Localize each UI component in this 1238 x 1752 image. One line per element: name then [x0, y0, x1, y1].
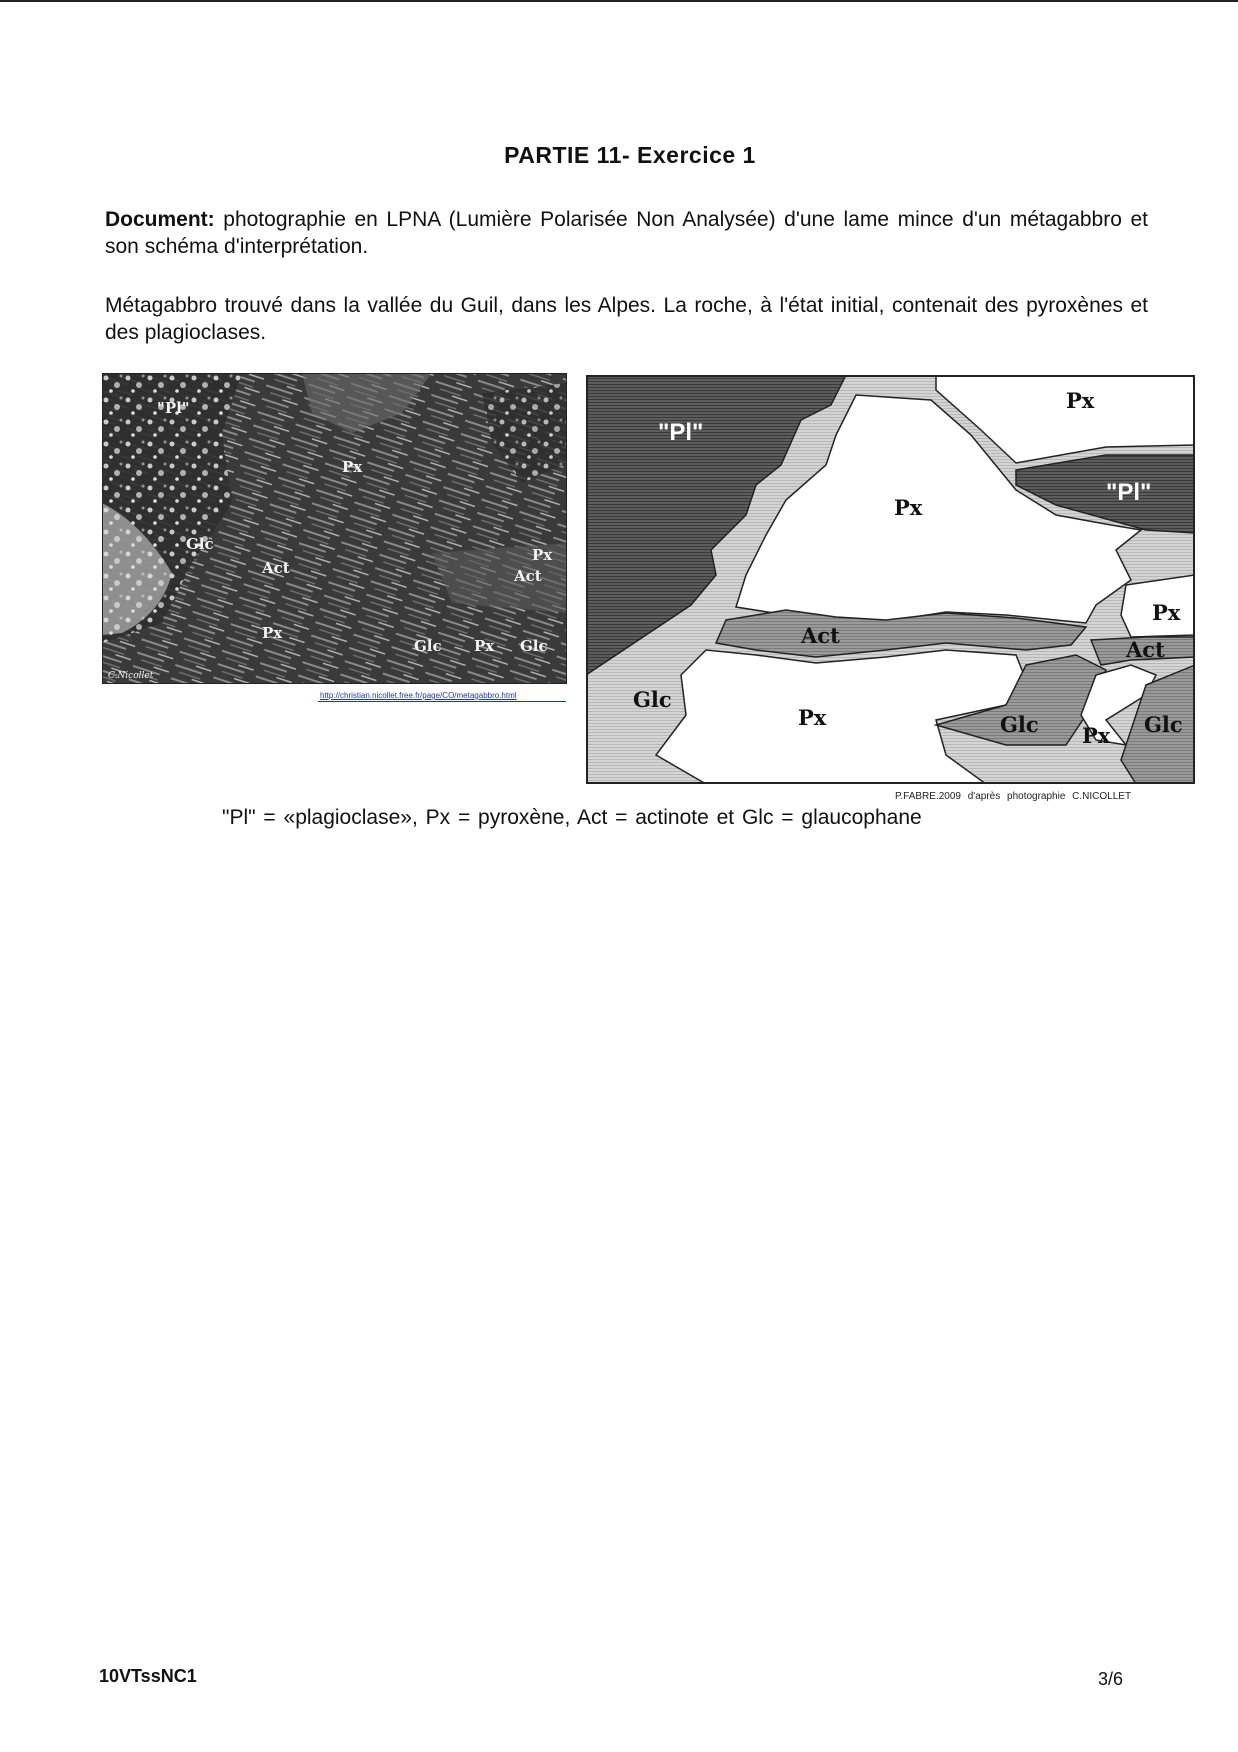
page-title: PARTIE 11- Exercice 1	[504, 142, 756, 168]
mineral-legend: "Pl" = «plagioclase», Px = pyroxène, Act = actinote et Glc = glaucophane	[222, 806, 922, 829]
photo-label-px-top: Px	[342, 458, 363, 476]
schema-label-glc-bottom-mid: Glc	[1000, 712, 1039, 737]
schema-label-pl-right: "Pl"	[1106, 479, 1152, 506]
page-number: 3/6	[1098, 1669, 1124, 1689]
schema-label-glc-left: Glc	[633, 687, 672, 712]
schema-label-glc-bottom-right: Glc	[1144, 712, 1183, 737]
document-code: 10VTssNC1	[99, 1666, 197, 1686]
schema-label-px-center: Px	[894, 495, 923, 520]
photo-label-glc-left: Glc	[186, 535, 214, 553]
schema-label-px-bottom: Px	[798, 705, 827, 730]
thin-section-photograph	[102, 373, 567, 684]
schema-label-px-right: Px	[1152, 600, 1181, 625]
photo-source-link[interactable]: http://christian.nicollet.free.fr/page/CO/metagabbro.html	[320, 691, 517, 700]
photo-copyright: C.Nicollet	[108, 671, 154, 681]
photo-label-pl: "Pl"	[157, 399, 190, 417]
document-description	[105, 206, 1148, 260]
context-paragraph: Métagabbro trouvé dans la vallée du Guil, dans les Alpes. La roche, à l'état initial, contenait des pyroxènes et des plagioclases.	[105, 294, 1148, 344]
photo-label-act-right: Act	[514, 567, 542, 585]
document-label: Document:	[105, 208, 215, 231]
schema-label-act-right: Act	[1126, 637, 1165, 662]
schema-label-pl-left: "Pl"	[658, 419, 704, 446]
photo-label-px-bottom-left: Px	[262, 624, 283, 642]
schema-label-px-bottom-right: Px	[1082, 723, 1111, 748]
photo-label-glc-bottom: Glc	[414, 637, 442, 655]
photo-label-act-mid: Act	[262, 559, 290, 577]
schema-label-px-top-right: Px	[1066, 388, 1095, 413]
top-border-line	[0, 0, 1238, 2]
schema-credit: P.FABRE.2009 d'après photographie C.NICOLLET	[895, 791, 1132, 802]
photo-link-underline	[318, 701, 566, 702]
schema-label-act-center: Act	[801, 623, 840, 648]
photo-label-glc-bottom-right: Glc	[520, 637, 548, 655]
interpretation-schema	[586, 375, 1195, 784]
photo-label-px-bottom-right: Px	[474, 637, 495, 655]
document-text: photographie en LPNA (Lumière Polarisée Non Analysée) d'une lame mince d'un métagabbro et son schéma d'interprétation.	[105, 208, 1148, 258]
photo-label-px-right: Px	[532, 546, 553, 564]
